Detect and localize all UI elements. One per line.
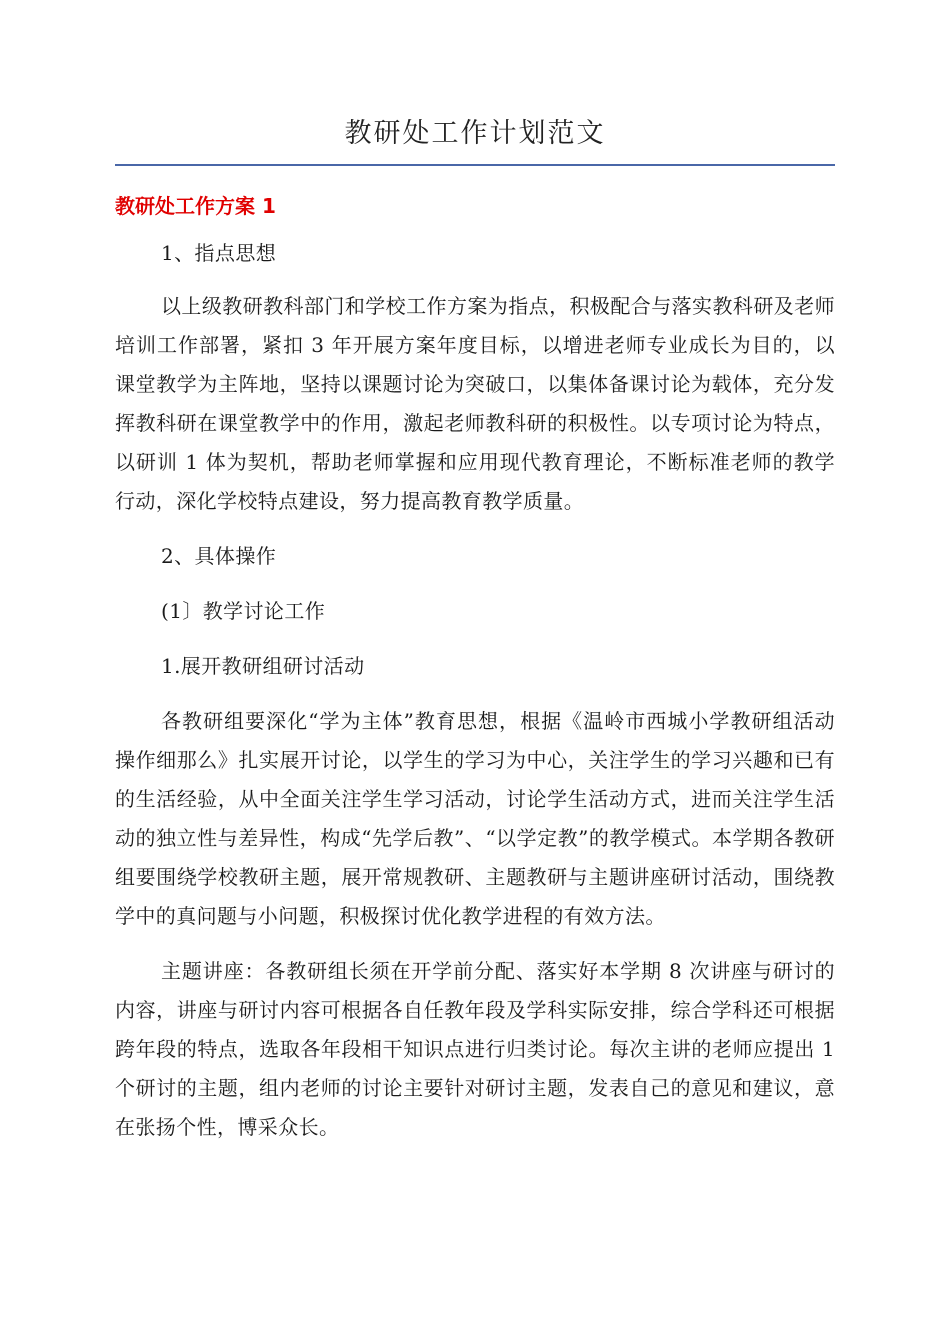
paragraph-group-activities: 各教研组要深化“学为主体”教育思想，根据《温岭市西城小学教研组活动操作细那么》扎实展开讨论，以学生的学习为中心，关注学生的学习兴趣和已有的生活经验，从中全面关注学生学习活动，讨论学生活动方式，进而关注学生活动的独立性与差异性，构成“先学后教”、“以学定教”的教学模式。本学期各教研组要围绕学校教研主题，展开常规教研、主题教研与主题讲座研讨活动，围绕教学中的真问题与小问题，积极探讨优化教学进程的有效方法。 — [115, 709, 835, 928]
subheading-teaching-research: (1〕教学讨论工作 — [161, 599, 326, 623]
subheading-group-activities: 1.展开教研组研讨活动 — [161, 654, 365, 678]
paragraph-guiding-thought: 以上级教研教科部门和学校工作方案为指点，积极配合与落实教科研及老师培训工作部署，紧扣 3 年开展方案年度目标，以增进老师专业成长为目的，以课堂教学为主阵地，坚持以课题讨论为突破口，以集体备课讨论为载体，充分发挥教科研在课堂教学中的作用，激起老师教科研的积极性。以专项讨论为特点，以研训 1 体为契机，帮助老师掌握和应用现代教育理论，不断标准老师的教学行动，深化学校特点建设，努力提高教育教学质量。 — [115, 294, 835, 513]
subheading-guiding-thought: 1、指点思想 — [161, 241, 277, 265]
document-page — [115, 0, 835, 1147]
section-heading: 教研处工作方案 1 — [115, 194, 276, 218]
paragraph-theme-lectures: 主题讲座：各教研组长须在开学前分配、落实好本学期 8 次讲座与研讨的内容，讲座与研讨内容可根据各自任教年段及学科实际安排，综合学科还可根据跨年段的特点，选取各年段相干知识点进行归类讨论。每次主讲的老师应提出 1 个研讨的主题，组内老师的讨论主要针对研讨主题，发表自己的意见和建议，意在张扬个性，博采众长。 — [115, 959, 835, 1139]
title-underline — [115, 164, 835, 166]
subheading-specific-operations: 2、具体操作 — [161, 544, 277, 568]
document-title: 教研处工作计划范文 — [344, 118, 606, 149]
